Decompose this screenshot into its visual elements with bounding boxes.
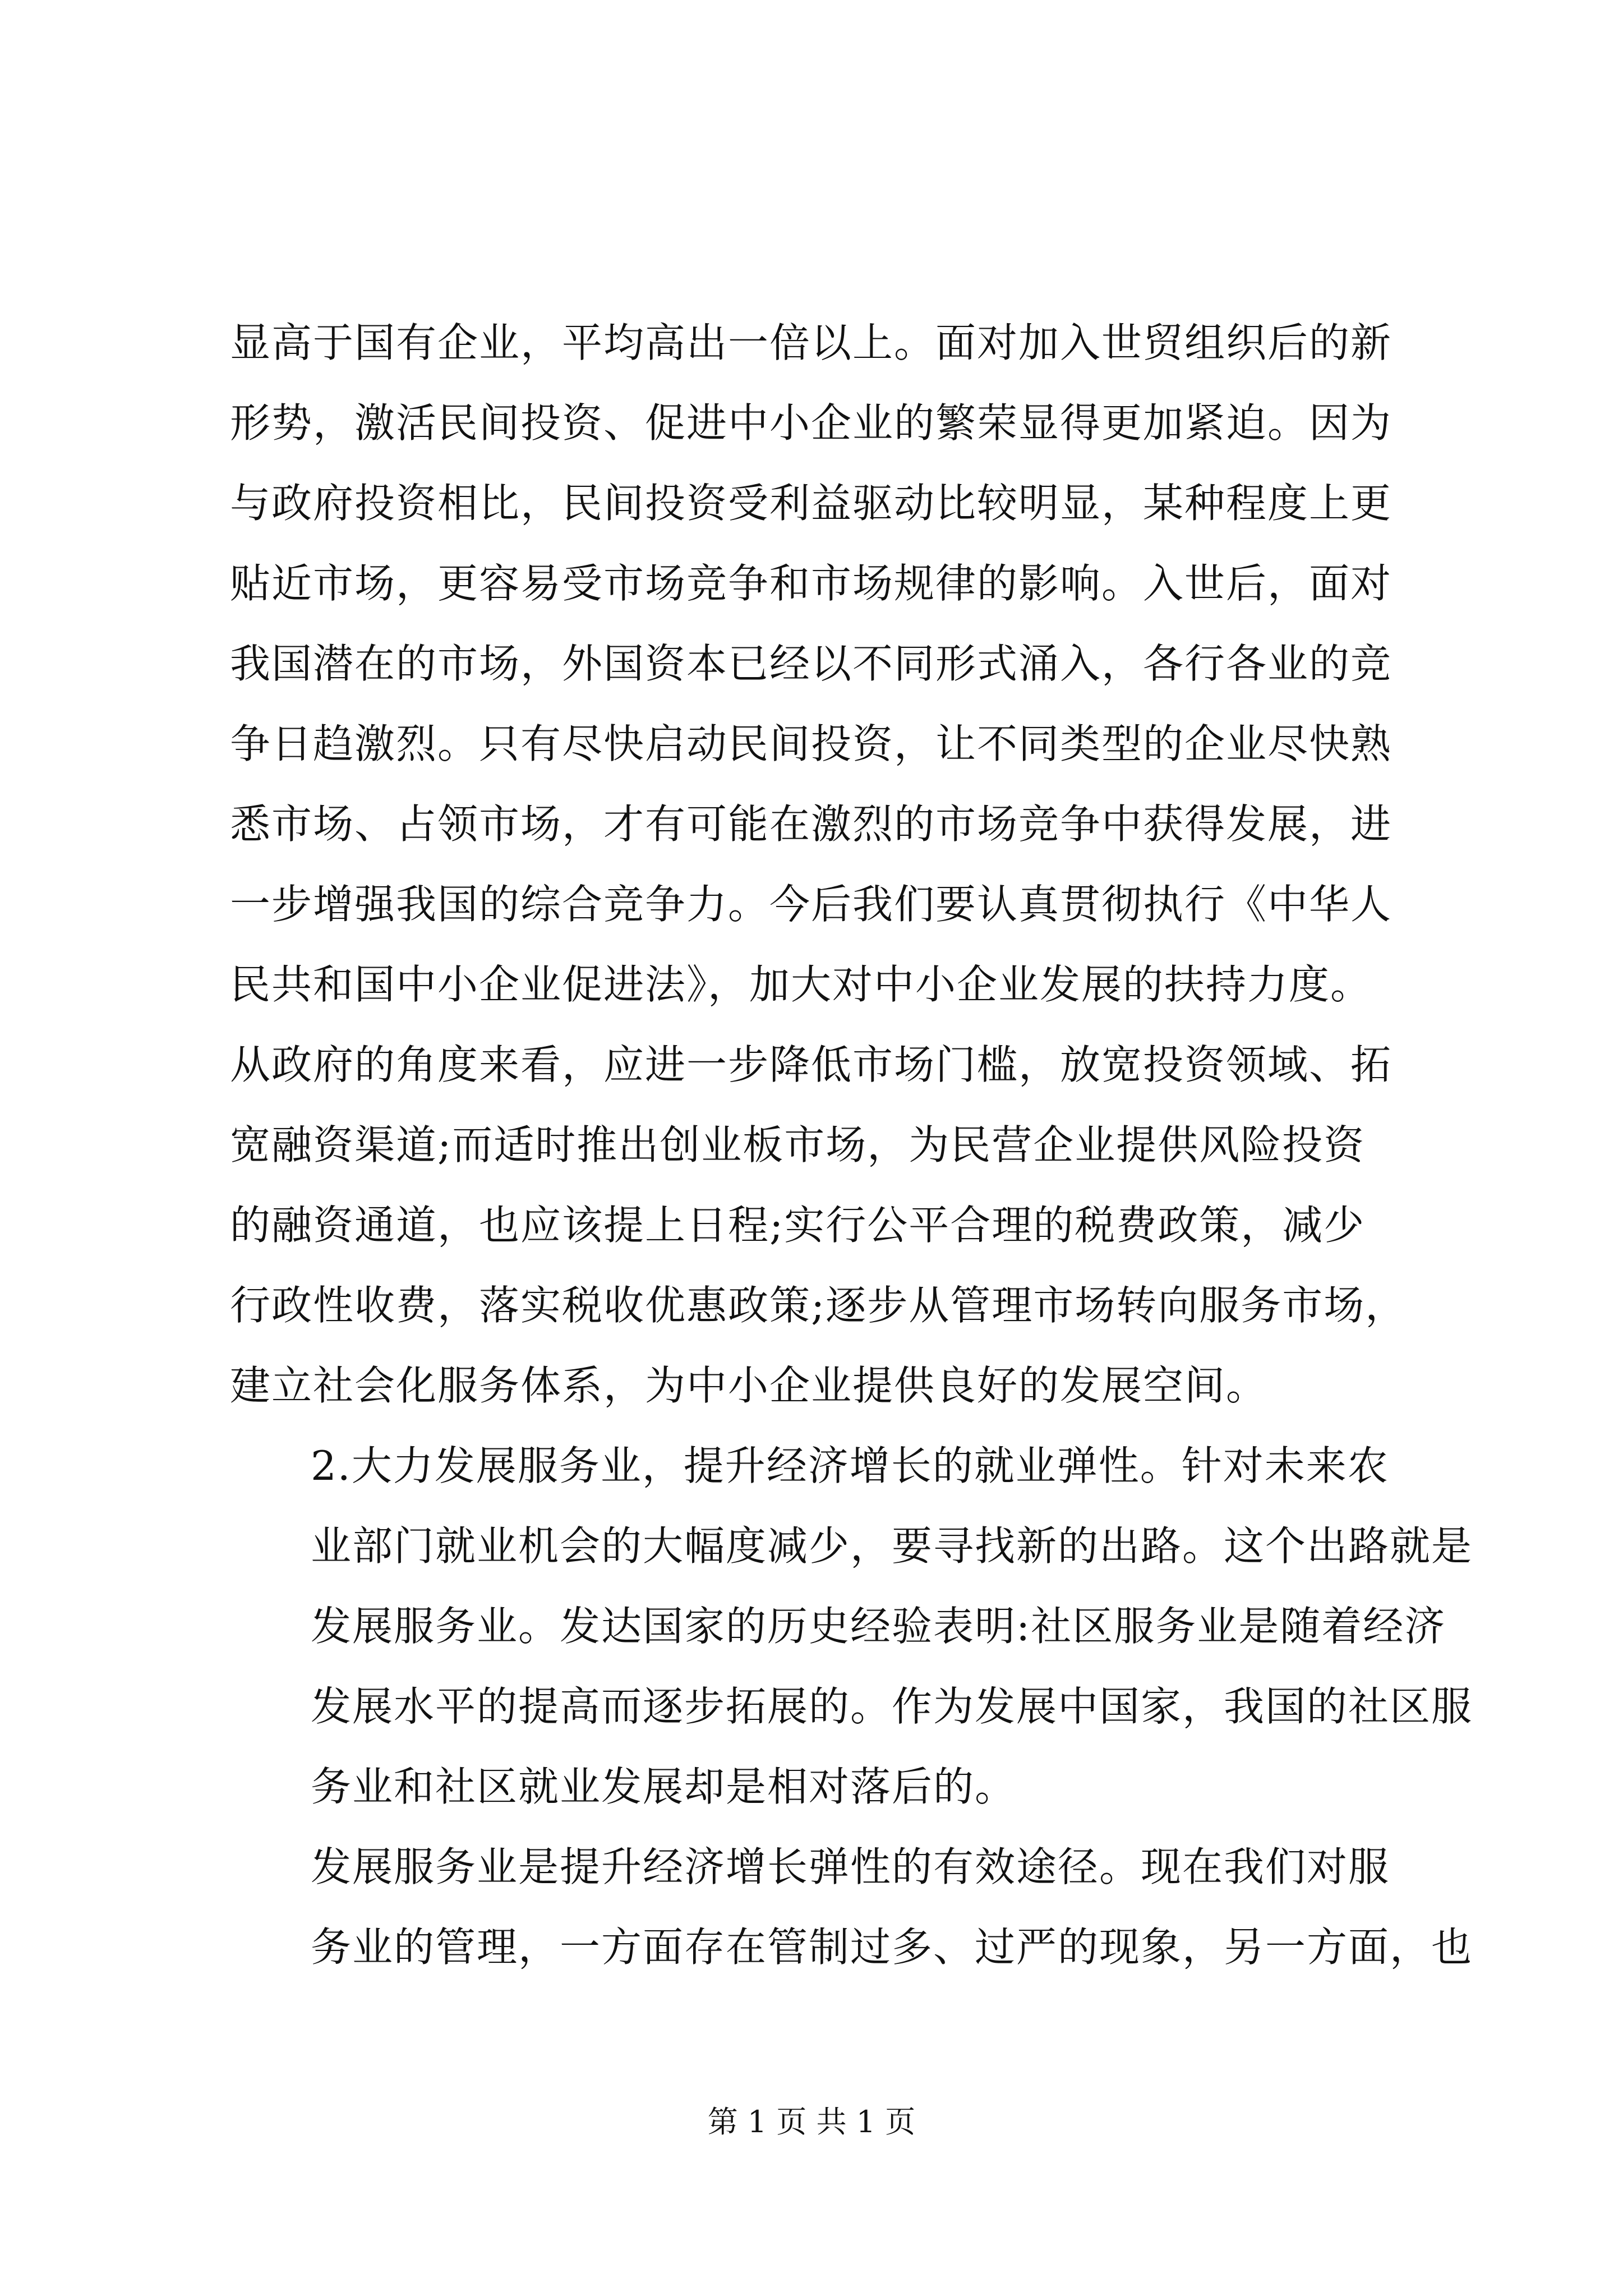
text-line: 发展服务业是提升经济增长弹性的有效途径。现在我们对服 bbox=[311, 1843, 1390, 1890]
text-line: 业部门就业机会的大幅度减少，要寻找新的出路。这个出路就是 bbox=[311, 1522, 1473, 1570]
text-line: 发展水平的提高而逐步拓展的。作为发展中国家，我国的社区服 bbox=[311, 1683, 1473, 1730]
text-line: 争日趋激烈。只有尽快启动民间投资，让不同类型的企业尽快熟 bbox=[230, 720, 1393, 767]
text-line: 建立社会化服务体系，为中小企业提供良好的发展空间。 bbox=[230, 1362, 1268, 1409]
text-line: 宽融资渠道;而适时推出创业板市场，为民营企业提供风险投资 bbox=[230, 1121, 1366, 1168]
text-line: 务业和社区就业发展却是相对落后的。 bbox=[311, 1763, 1017, 1810]
text-line: 显高于国有企业，平均高出一倍以上。面对加入世贸组织后的新 bbox=[230, 319, 1393, 366]
text-line: 从政府的角度来看，应进一步降低市场门槛，放宽投资领域、拓 bbox=[230, 1041, 1393, 1088]
document-body bbox=[230, 303, 1473, 1987]
text-line: 行政性收费，落实税收优惠政策;逐步从管理市场转向服务市场， bbox=[230, 1282, 1407, 1329]
paragraph-p3 bbox=[230, 1827, 1473, 1987]
paragraph-p2 bbox=[230, 1426, 1473, 1827]
text-line: 一步增强我国的综合竞争力。今后我们要认真贯彻执行《中华人 bbox=[230, 881, 1393, 928]
text-line: 务业的管理，一方面存在管制过多、过严的现象，另一方面，也 bbox=[311, 1924, 1473, 1971]
paragraph-p1 bbox=[230, 303, 1433, 1426]
text-line: 民共和国中小企业促进法》，加大对中小企业发展的扶持力度。 bbox=[230, 961, 1372, 1008]
page-footer: 第 1 页 共 1 页 bbox=[707, 2104, 916, 2139]
text-line: 悉市场、占领市场，才有可能在激烈的市场竞争中获得发展，进 bbox=[230, 800, 1393, 848]
text-line: 形势，激活民间投资、促进中小企业的繁荣显得更加紧迫。因为 bbox=[230, 399, 1393, 447]
text-line: 贴近市场，更容易受市场竞争和市场规律的影响。入世后，面对 bbox=[230, 560, 1393, 607]
text-line: 2.大力发展服务业，提升经济增长的就业弹性。针对未来农 bbox=[311, 1442, 1389, 1489]
text-line: 的融资通道，也应该提上日程;实行公平合理的税费政策，减少 bbox=[230, 1202, 1366, 1249]
text-line: 我国潜在的市场，外国资本已经以不同形式涌入，各行各业的竞 bbox=[230, 640, 1393, 687]
text-line: 与政府投资相比，民间投资受利益驱动比较明显，某种程度上更 bbox=[230, 480, 1393, 527]
text-line: 发展服务业。发达国家的历史经验表明:社区服务业是随着经济 bbox=[311, 1603, 1446, 1650]
